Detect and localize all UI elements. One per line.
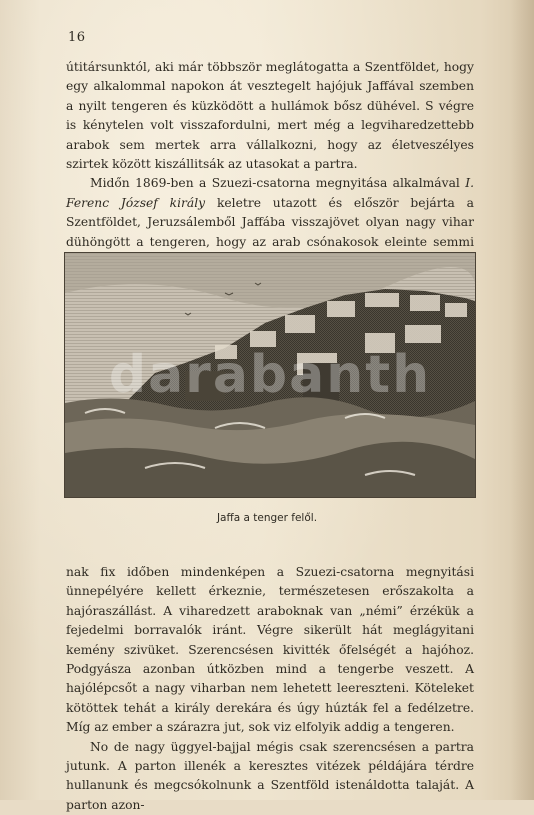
text-run: Midőn 1869-ben a Szuezi-csatorna megnyitása alkalmával (90, 176, 466, 191)
paragraph: útitársunktól, aki már többször meglátogatta a Szentföldet, hogy egy alkalommal napokon át vesztegelt hajójuk Jaffával szemben a nyilt tengeren és küzködött a hullámok bősz dühével. S végre is kénytelen volt visszafordulni, mert még a legviharedzettebb arabok sem mertek arra vállalkozni, hogy az életveszélyes szirtek között kiszállitsák az utasokat a partra. (66, 60, 474, 172)
page-edge-shadow (510, 0, 534, 800)
figure-caption: Jaffa a tenger felől. (216, 512, 318, 524)
jaffa-engraving (64, 252, 476, 498)
paragraph: nak fix időben mindenképen a Szuezi-csatorna megnyitási ünnepélyére kellett érkeznie, természetesen erőszakolta a hajóraszállást. A viharedzett araboknak van „némi” érzékük a fejedelmi borravalók iránt. Végre sikerült hát meglágyitani kemény szivüket. Szerencsésen kivitték őfelségét a hajóhoz. Podgyásza azonban útközben mind a tengerbe veszett. A hajólépcsőt a nagy viharban nem lehetett leereszteni. Köteleket kötöttek tehát a király derekára és úgy húzták fel a fedélzetre. Míg az ember a szárazra jut, sok viz elfolyik addig a tengeren. (66, 565, 474, 735)
bottom-text-block (66, 563, 474, 815)
emphasis-name: I. Ferenc József király (66, 176, 474, 210)
watermark-text: darabanth (108, 345, 432, 405)
page-number: 16 (68, 30, 86, 45)
paragraph: No de nagy üggyel-bajjal mégis csak szerencsésen a partra jutunk. A parton illenék a keresztes vitézek példájára térdre hullanunk és megcsókolnunk a Szentföld istenáldotta talaját. A parton azon- (66, 739, 474, 812)
text-run: keletre utazott és először bejárta a Szentföldet, Jeruzsálemből Jaffába visszajövet olyan nagy vihar dühöngött a tengeren, hogy az arab csónakosok eleinte semmi (66, 195, 475, 249)
